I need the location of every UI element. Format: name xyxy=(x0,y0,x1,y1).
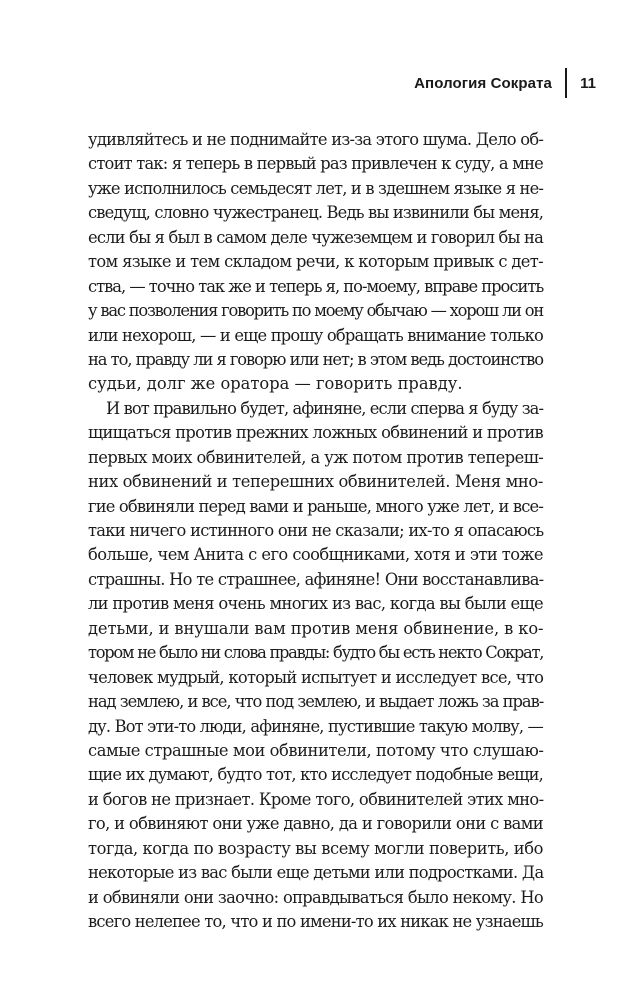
text-line: и богов не признает. Кроме того, обвинителей этих мно- xyxy=(88,789,544,809)
text-line: уже исполнилось семьдесят лет, и в здешнем языке я не- xyxy=(88,178,544,198)
text-line: го, и обвиняют они уже давно, да и говорили они с вами xyxy=(88,814,544,834)
text-line: тогда, когда по возрасту вы всему могли поверить, ибо xyxy=(88,838,543,858)
text-line: удивляйтесь и не поднимайте из-за этого шума. Дело об- xyxy=(88,130,544,149)
running-header-title: Апология Сократа xyxy=(414,74,552,92)
header-divider xyxy=(565,68,567,98)
text-line: судьи, долг же оратора — говорить правду. xyxy=(88,374,463,394)
text-line: на то, правду ли я говорю или нет; в этом ведь достоинство xyxy=(88,349,543,369)
text-line: самые страшные мои обвинители, потому что слушаю- xyxy=(88,740,544,760)
body-text xyxy=(88,128,543,934)
text-line: ства, — точно так же и теперь я, по-моему, вправе просить xyxy=(88,276,544,296)
text-line: над землею, и все, что под землею, и выдает ложь за прав- xyxy=(88,692,544,712)
running-header xyxy=(414,68,596,98)
text-line: таки ничего истинного они не сказали; их-то я опасаюсь xyxy=(88,521,544,540)
text-line: щищаться против прежних ложных обвинений и против xyxy=(88,423,543,443)
text-line: тором не было ни слова правды: будто бы есть некто Сократ, xyxy=(88,643,544,663)
page-number: 11 xyxy=(580,74,596,92)
text-line: больше, чем Анита с его сообщниками, хотя и эти тоже xyxy=(88,545,543,565)
text-line: некоторые из вас были еще детьми или подростками. Да xyxy=(88,863,544,883)
text-line: человек мудрый, который испытует и исследует все, что xyxy=(88,667,544,687)
text-line: стоит так: я теперь в первый раз привлечен к суду, а мне xyxy=(88,154,543,174)
paragraph xyxy=(88,128,543,397)
text-line: них обвинений и теперешних обвинителей. Меня мно- xyxy=(88,472,543,492)
text-line: щие их думают, будто тот, кто исследует подобные вещи, xyxy=(88,765,543,785)
text-line: ли против меня очень многих из вас, когда вы были еще xyxy=(88,594,543,614)
text-line: если бы я был в самом деле чужеземцем и говорил бы на xyxy=(88,227,543,247)
text-line: И вот правильно будет, афиняне, если сперва я буду за- xyxy=(106,398,544,418)
text-line: или нехорош, — и еще прошу обращать внимание только xyxy=(88,325,543,345)
paragraph xyxy=(88,397,543,935)
text-line: первых моих обвинителей, а уж потом против тепереш- xyxy=(88,447,544,467)
text-line: детьми, и внушали вам против меня обвинение, в ко- xyxy=(88,618,544,638)
text-line: том языке и тем складом речи, к которым привык с дет- xyxy=(88,252,543,272)
text-line: сведущ, словно чужестранец. Ведь вы извинили бы меня, xyxy=(88,203,544,223)
text-line: страшны. Но те страшнее, афиняне! Они восстанавлива- xyxy=(88,569,544,589)
text-line: всего нелепее то, что и по имени-то их никак не узнаешь xyxy=(88,912,543,931)
text-line: и обвиняли они заочно: оправдываться было некому. Но xyxy=(88,887,543,907)
text-line: гие обвиняли перед вами и раньше, много уже лет, и все- xyxy=(88,496,543,516)
text-line: у вас позволения говорить по моему обычаю — хорош ли он xyxy=(88,301,543,321)
text-line: ду. Вот эти-то люди, афиняне, пустившие такую молву, — xyxy=(88,716,543,736)
